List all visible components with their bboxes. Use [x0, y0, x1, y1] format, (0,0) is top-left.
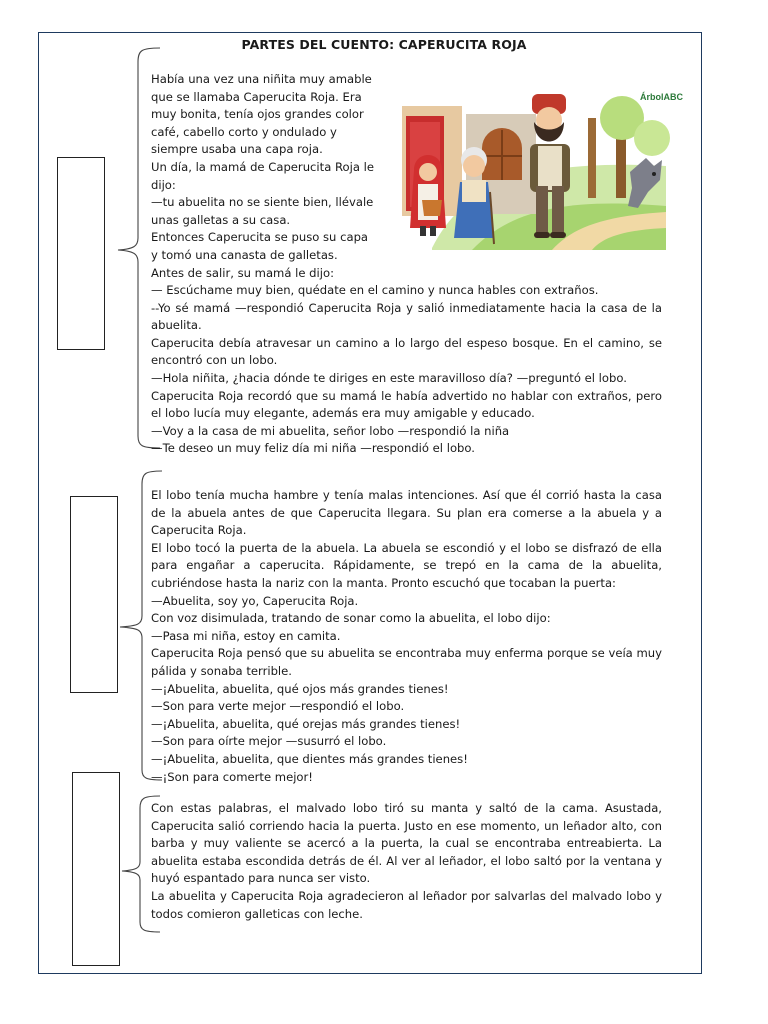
paragraph: —¡Son para comerte mejor!: [151, 769, 313, 784]
section2-text: [151, 487, 662, 786]
paragraph: --Yo sé mamá —respondió Caperucita Roja y salió inmediatamente hacia la casa de la abuelita.: [151, 300, 662, 333]
text-line: Entonces Caperucita se puso su capa: [151, 230, 369, 245]
text-line: café, cabello corto y ondulado y: [151, 124, 337, 139]
section1-text: [151, 282, 662, 458]
text-line: y tomó una canasta de galletas.: [151, 247, 338, 262]
paragraph: El lobo tenía mucha hambre y tenía malas intenciones. Así que él corrió hasta la casa de la abuela antes de que Caperucita llegara. Su plan era comerse a la abuela y a Caperucita Roja.: [151, 488, 662, 538]
paragraph: —Pasa mi niña, estoy en camita.: [151, 628, 341, 643]
text-line: Había una vez una niñita muy amable: [151, 72, 372, 86]
paragraph: Con estas palabras, el malvado lobo tiró su manta y saltó de la cama. Asustada, Caperucita salió corriendo hacia la puerta. Justo en ese momento, un leñador alto, con barba y muy valiente se acercó a la puerta, la cual se encontraba entreabierta. La abuelita estaba escondida detrás de él. Al ver al leñador, el lobo saltó por la ventana y huyó espantado para nunca ser visto.: [151, 801, 662, 886]
paragraph: Caperucita Roja pensó que su abuelita se encontraba muy enferma porque se veía muy pálida y sonaba terrible.: [151, 646, 662, 678]
paragraph: —Son para oírte mejor —susurró el lobo.: [151, 734, 387, 749]
paragraph: — Escúchame muy bien, quédate en el camino y nunca hables con extraños.: [151, 283, 599, 297]
paragraph: —Te deseo un muy feliz día mi niña —respondió el lobo.: [151, 441, 475, 456]
image-logo: ÁrbolABC: [640, 92, 683, 102]
section3-text: [151, 800, 662, 923]
paragraph: El lobo tocó la puerta de la abuela. La abuela se escondió y el lobo se disfrazó de ella para engañar a caperucita. Rápidamente, se trepó en la cama de la abuelita, cubriéndose hasta la nariz con la manta. Pronto escuchó que tocaban la puerta:: [151, 540, 662, 590]
paragraph: —¡Abuelita, abuelita, qué orejas más grandes tienes!: [151, 716, 461, 731]
paragraph: Con voz disimulada, tratando de sonar como la abuelita, el lobo dijo:: [151, 611, 551, 626]
paragraph: —Voy a la casa de mi abuelita, señor lobo —respondió la niña: [151, 423, 510, 438]
paragraph: —¡Abuelita, abuelita, qué ojos más grandes tienes!: [151, 681, 449, 696]
text-line: Antes de salir, su mamá le dijo:: [151, 265, 334, 280]
section1-wrap-text: [151, 71, 377, 282]
paragraph: Caperucita Roja recordó que su mamá le había advertido no hablar con extraños, pero el lobo lucía muy elegante, además era muy amigable y educado.: [151, 388, 662, 421]
document-title: PARTES DEL CUENTO: CAPERUCITA ROJA: [241, 37, 527, 52]
paragraph: —Abuelita, soy yo, Caperucita Roja.: [151, 593, 359, 608]
paragraph: —Son para verte mejor —respondió el lobo.: [151, 699, 405, 714]
caperucita-figure: [410, 155, 446, 236]
paragraph: —¡Abuelita, abuelita, que dientes más grandes tienes!: [151, 751, 468, 766]
text-line: —tu abuelita no se siente bien, llévale: [151, 195, 374, 210]
paragraph: Caperucita debía atravesar un camino a lo largo del espeso bosque. En el camino, se encontró con un lobo.: [151, 335, 662, 368]
text-line: dijo:: [151, 177, 176, 192]
text-line: unas galletas a su casa.: [151, 212, 291, 227]
text-line: muy bonita, tenía ojos grandes color: [151, 107, 364, 122]
text-line: Un día, la mamá de Caperucita Roja le: [151, 159, 374, 174]
story-illustration: [402, 88, 683, 250]
paragraph: —Hola niñita, ¿hacia dónde te diriges en este maravilloso día? —preguntó el lobo.: [151, 370, 627, 385]
paragraph: La abuelita y Caperucita Roja agradecieron al leñador por salvarlas del malvado lobo y todos comieron galleticas con leche.: [151, 888, 662, 921]
text-line: siempre usaba una capa roja.: [151, 142, 323, 157]
text-line: que se llamaba Caperucita Roja. Era: [151, 89, 362, 104]
